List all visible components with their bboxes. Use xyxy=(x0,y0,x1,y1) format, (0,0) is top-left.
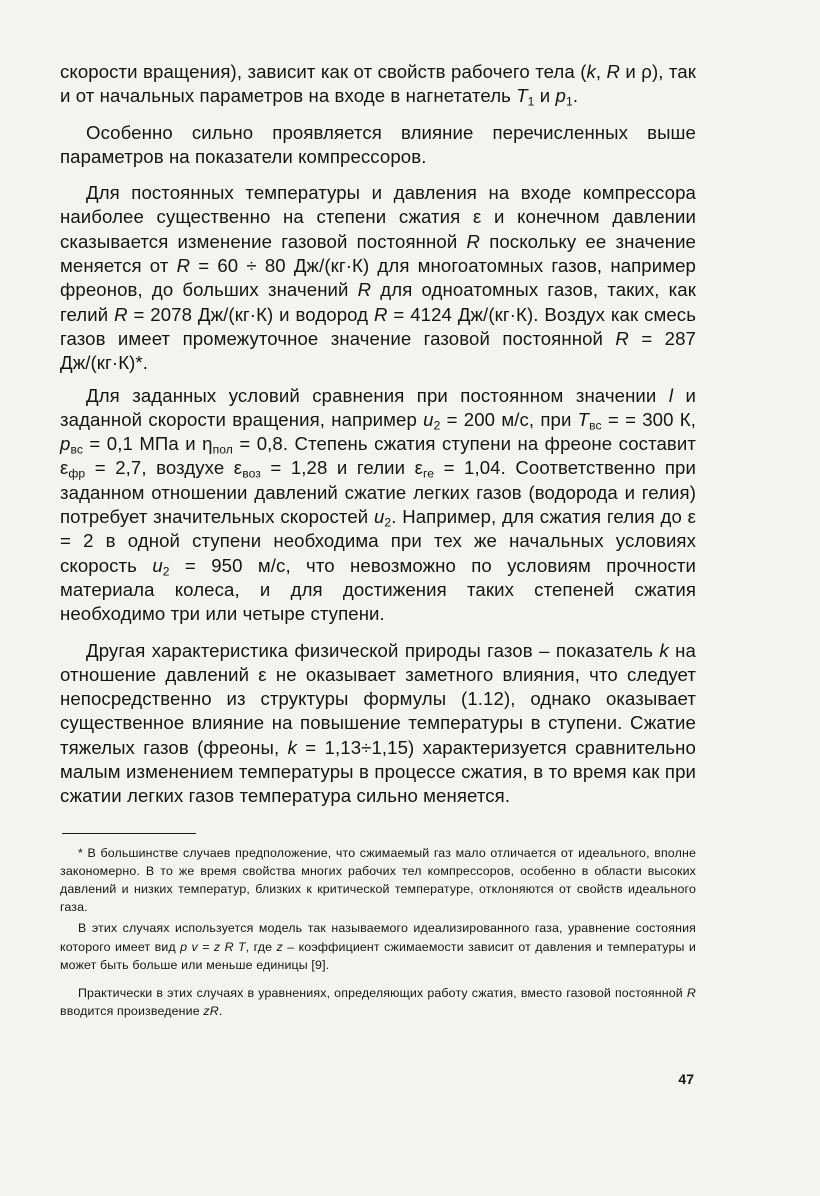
paragraph-adiabatic-index: Другая характеристика физической природы газов – показатель k на отношение давлений ε не оказывает заметного влияния, что следует непосредственно из структуры формулы (1.12), однако оказывает существенное влияние на повышение температуры в ступени. Сжатие тяжелых газов (фреоны, k = 1,13÷1,15) характеризуется сравнительно малым изменением температуры в процессе сжатия, в то время как при сжатии легких газов температура сильно меняется. xyxy=(60,639,696,807)
footnotes xyxy=(60,844,696,1021)
paragraph-continuation: скорости вращения), зависит как от свойств рабочего тела (k, R и ρ), так и от начальных параметров на входе в нагнетатель $T_1$ и $p_1$. xyxy=(60,61,696,109)
paragraph-gas-constant: Для постоянных температуры и давления на входе компрессора наиболее существенно на степени сжатия ε и конечном давлении сказывается изменение газовой постоянной R поскольку ее значение меняется от R = 60 ÷ 80 Дж/(кг·К) для многоатомных газов, например фреонов, до больших значений R для одноатомных газов, таких, как гелий R = 2078 Дж/(кг·К) и водород R = 4124 Дж/(кг·К). Воздух как смесь газов имеет промежуточное значение газовой постоянной R = 287 Дж/(кг·К)*. xyxy=(60,182,696,374)
footnote-ideal-gas: * В большинстве случаев предположение, что сжимаемый газ мало отличается от идеального, вполне закономерно. В то же время свойства многих рабочих тел компрессоров, особенно в области высоких давлений и низких температур, близких к критической температуре, отклоняются от свойств идеального газа. xyxy=(60,845,696,915)
footnote-separator xyxy=(62,833,196,834)
page-number: 47 xyxy=(678,1071,694,1087)
paragraph-parameter-influence: Особенно сильно проявляется влияние перечисленных выше параметров на показатели компрессоров. xyxy=(60,121,696,167)
book-page xyxy=(60,60,696,1020)
paragraph-comparison-conditions: Для заданных условий сравнения при постоянном значении l и заданной скорости вращения, например $u_2 = 200$ м/с, при $T_{вс}$ = = 300 К, $p_{вс} = 0,1$ МПа и $\eta_{пол} = 0,8$. Степень сжатия ступени на фреоне составит $\varepsilon_{фр} = 2,7$, воздухе $\varepsilon_{воз} = 1,28$ и гелии $\varepsilon_{ге} = 1,04$. Соответственно при заданном отношении давлений сжатие легких газов (водорода и гелия) потребует значительных скоростей $u_2$. Например, для сжатия гелия до ε = 2 в одной ступени необходима при тех же начальных условиях скорость $u_2 = 950$ м/с, что невозможно по условиям прочности материала колеса, и для достижения таких степеней сжатия необходимо три или четыре ступени. xyxy=(60,384,697,625)
footnote-idealized-gas-model: В этих случаях используется модель так называемого идеализированного газа, уравнение состояния которого имеет вид p v = z R T, где z – коэффициент сжимаемости зависит от давления и температуры и может быть больше или меньше единицы [9]. xyxy=(60,921,696,972)
footnote-zr-product: Практически в этих случаях в уравнениях, определяющих работу сжатия, вместо газовой постоянной R вводится произведение zR. xyxy=(60,986,696,1019)
main-text xyxy=(60,60,696,809)
